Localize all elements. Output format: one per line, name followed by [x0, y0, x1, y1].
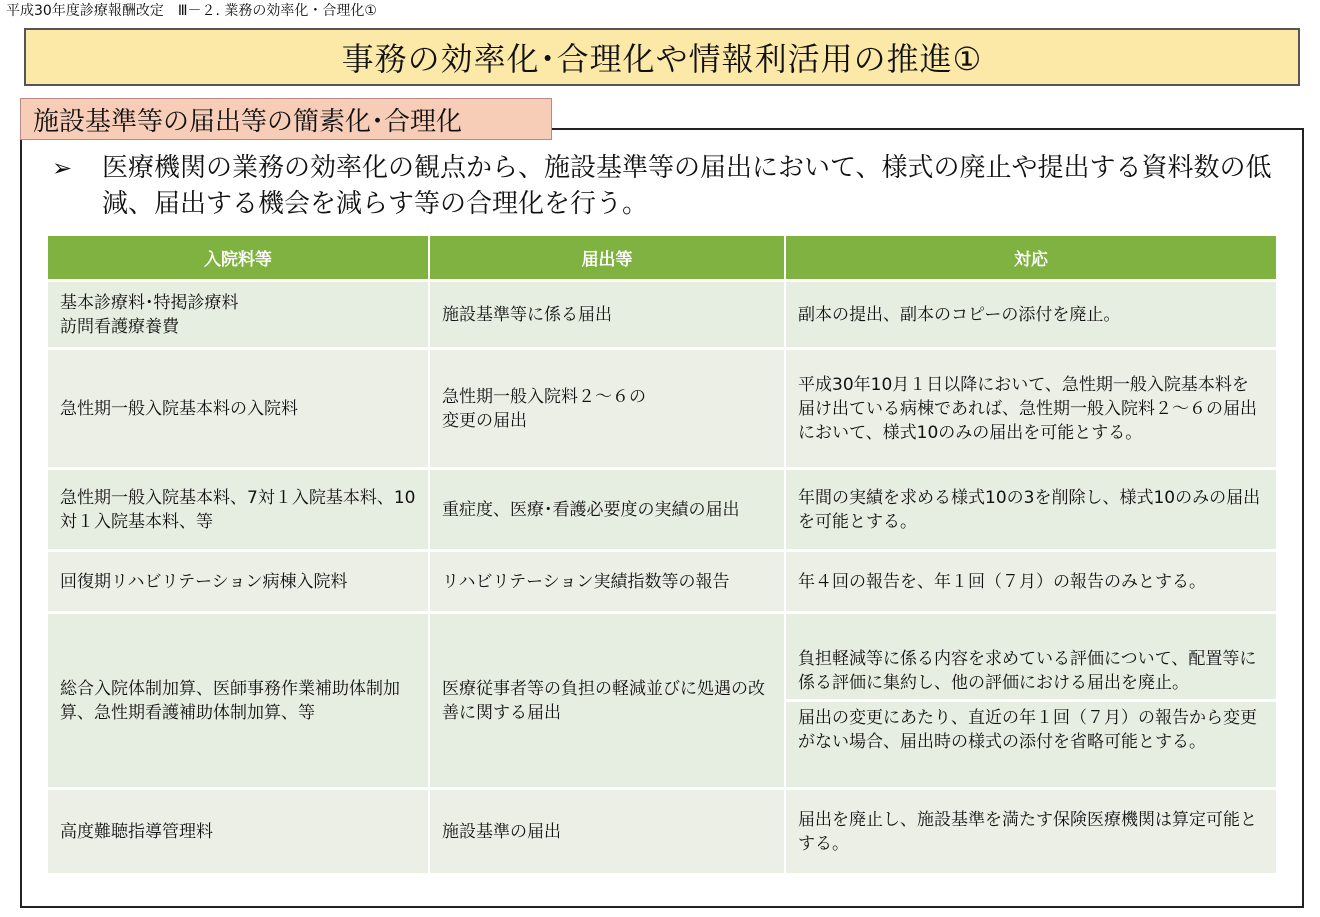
cell-notification: 重症度、医療･看護必要度の実績の届出 — [430, 470, 786, 552]
section-title: 施設基準等の届出等の簡素化･合理化 — [33, 106, 463, 137]
cell-admission-fee: 高度難聴指導管理料 — [48, 790, 430, 876]
cell-notification: 医療従事者等の負担の軽減並びに処遇の改善に関する届出 — [430, 614, 786, 790]
cell-admission-fee: 基本診療料･特掲診療料 訪問看護療養費 — [48, 282, 430, 350]
cell-admission-fee: 急性期一般入院基本料、7対１入院基本料、10対１入院基本料、等 — [48, 470, 430, 552]
cell-admission-fee: 総合入院体制加算、医師事務作業補助体制加算、急性期看護補助体制加算、等 — [48, 614, 430, 790]
header-response: 対応 — [786, 236, 1276, 282]
cell-admission-fee: 急性期一般入院基本料の入院料 — [48, 350, 430, 470]
page-title: 事務の効率化･合理化や情報利活用の推進① — [341, 40, 983, 78]
cell-response: 平成30年10月１日以降において、急性期一般入院基本料を届け出ている病棟であれば、急性期一般入院料２～６の届出において、様式10のみの届出を可能とする。 — [786, 350, 1276, 470]
cell-response: 副本の提出、副本のコピーの添付を廃止。 — [786, 282, 1276, 350]
header-admission-fee: 入院料等 — [48, 236, 430, 282]
breadcrumb: 平成30年度診療報酬改定 Ⅲ－２. 業務の効率化・合理化① — [6, 3, 377, 19]
table-body — [48, 282, 1276, 876]
cell-response: 年間の実績を求める様式10の3を削除し、様式10のみの届出を可能とする。 — [786, 470, 1276, 552]
cell-notification: 施設基準等に係る届出 — [430, 282, 786, 350]
arrow-bullet-icon: ➢ — [52, 154, 73, 182]
table-header-row — [48, 236, 1276, 282]
cell-response: 届出の変更にあたり、直近の年１回（７月）の報告から変更がない場合、届出時の様式の添付を省略可能とする。 — [798, 708, 1257, 752]
cell-response: 年４回の報告を、年１回（７月）の報告のみとする。 — [786, 552, 1276, 614]
table-row — [48, 614, 1276, 790]
summary-text: 医療機関の業務の効率化の観点から、施設基準等の届出において、様式の廃止や提出する資料数の低減、届出する機会を減らす等の合理化を行う。 — [102, 153, 1272, 219]
section-tab — [20, 98, 552, 140]
summary-bullet — [52, 150, 1282, 222]
cell-notification: 施設基準の届出 — [430, 790, 786, 876]
table-row — [48, 470, 1276, 552]
notification-table — [48, 236, 1276, 876]
header-notification: 届出等 — [430, 236, 786, 282]
table-row — [48, 350, 1276, 470]
table-row — [48, 790, 1276, 876]
page-title-box — [24, 28, 1300, 86]
cell-notification: 急性期一般入院料２～６の 変更の届出 — [430, 350, 786, 470]
cell-notification: リハビリテーション実績指数等の報告 — [430, 552, 786, 614]
table-row — [48, 282, 1276, 350]
table-row — [48, 552, 1276, 614]
cell-admission-fee: 回復期リハビリテーション病棟入院料 — [48, 552, 430, 614]
cell-response-group — [786, 614, 1276, 790]
cell-response: 届出を廃止し、施設基準を満たす保険医療機関は算定可能とする。 — [786, 790, 1276, 876]
cell-response: 負担軽減等に係る内容を求めている評価について、配置等に係る評価に集約し、他の評価における届出を廃止。 — [786, 643, 1276, 702]
